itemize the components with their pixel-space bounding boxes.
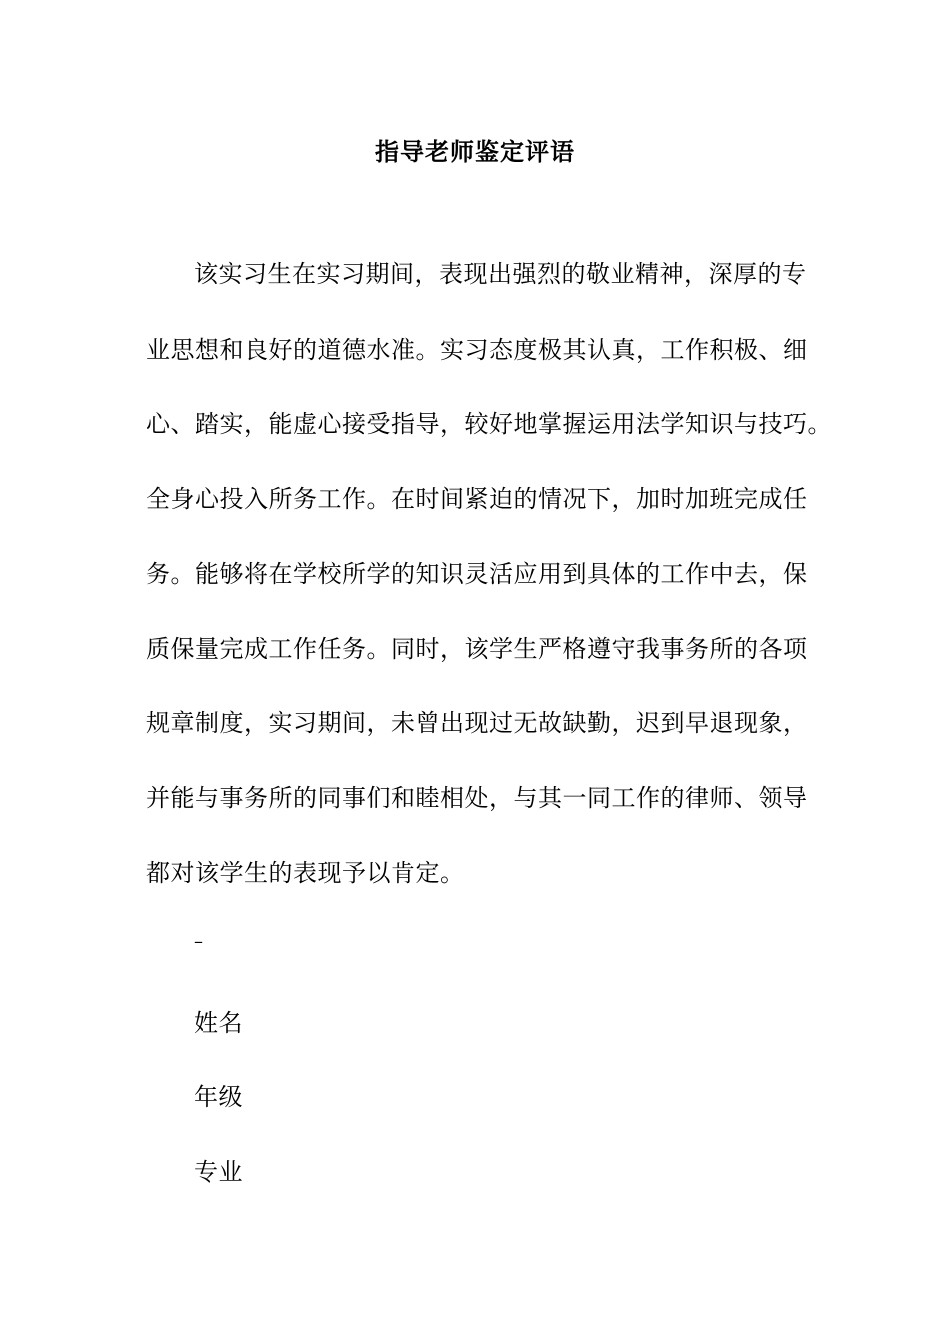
body-line-4: 全身心投入所务工作。在时间紧迫的情况下，加时加班完成任 [146, 485, 808, 513]
body-line-8: 并能与事务所的同事们和睦相处，与其一同工作的律师、领导 [146, 784, 808, 812]
body-line-6: 质保量完成工作任务。同时，该学生严格遵守我事务所的各项 [146, 635, 808, 663]
dash-mark: – [194, 931, 203, 952]
field-major-label: 专业 [194, 1158, 243, 1186]
body-line-2: 业思想和良好的道德水准。实习态度极其认真，工作积极、细 [146, 336, 808, 364]
field-name-label: 姓名 [194, 1009, 243, 1037]
body-line-3: 心、踏实，能虚心接受指导，较好地掌握运用法学知识与技巧。 [146, 410, 832, 438]
body-line-9: 都对该学生的表现予以肯定。 [146, 859, 465, 887]
field-grade-label: 年级 [194, 1083, 243, 1111]
body-line-1: 该实习生在实习期间，表现出强烈的敬业精神，深厚的专 [194, 260, 807, 288]
body-line-5: 务。能够将在学校所学的知识灵活应用到具体的工作中去，保 [146, 560, 808, 588]
document-title: 指导老师鉴定评语 [375, 138, 575, 166]
body-line-7: 规章制度，实习期间，未曾出现过无故缺勤，迟到早退现象， [146, 709, 808, 737]
